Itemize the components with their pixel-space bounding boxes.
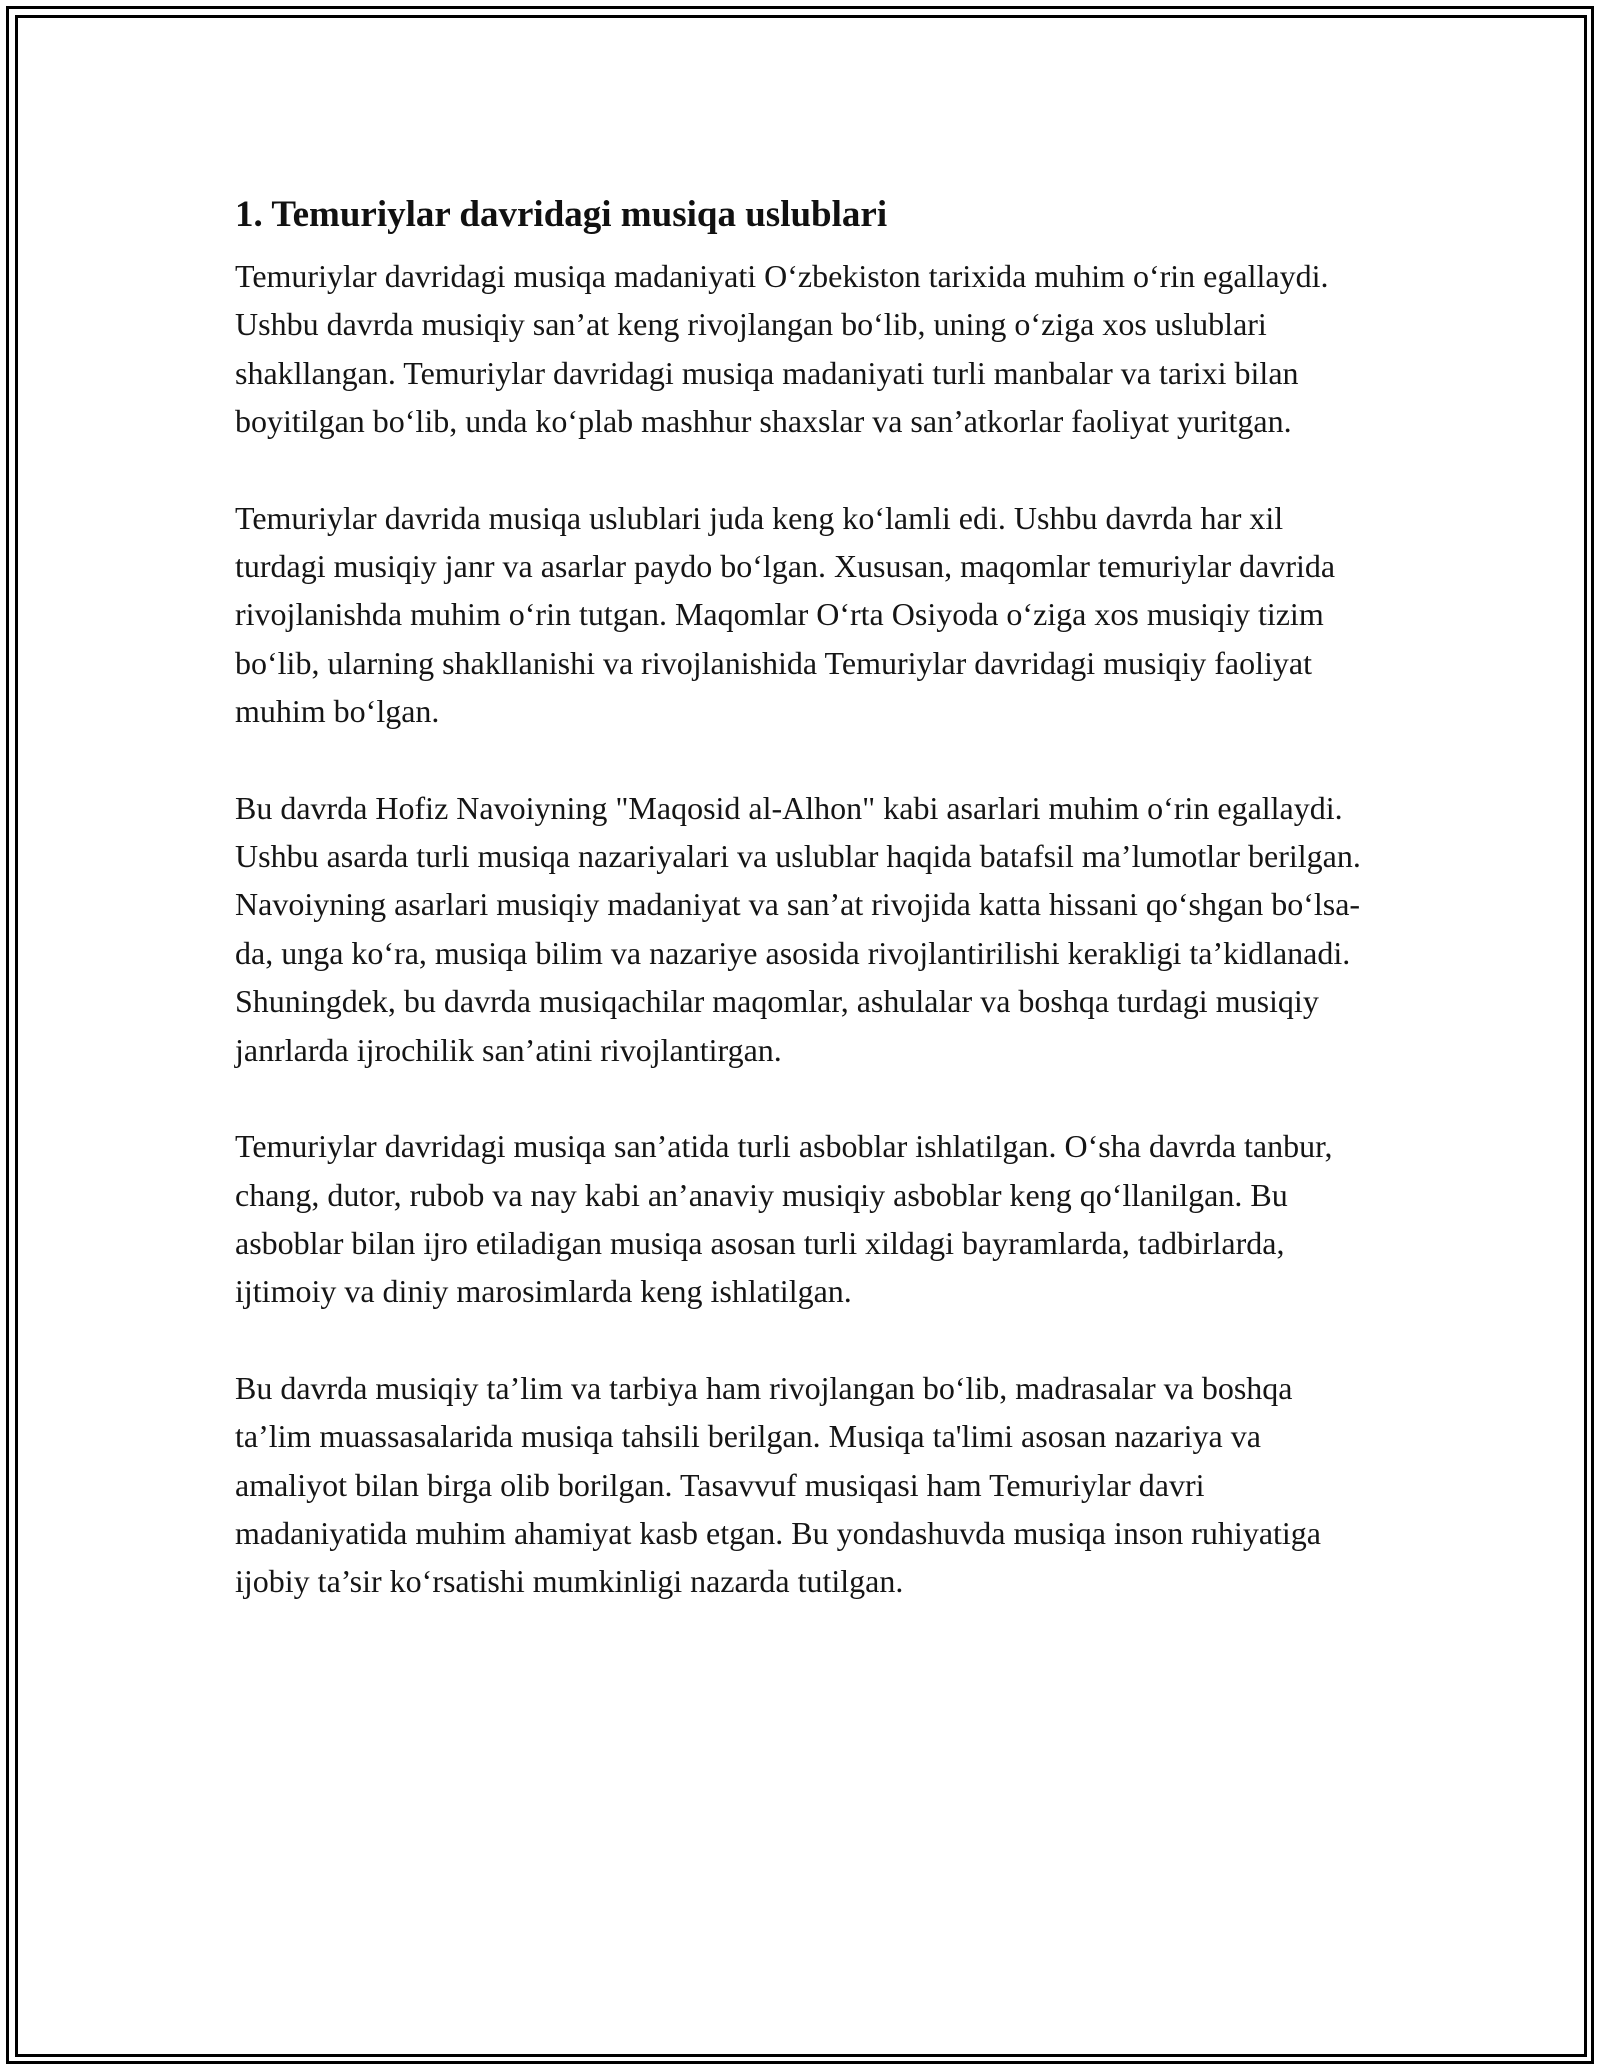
- document-body: [235, 186, 1365, 1654]
- paragraph-2: Temuriylar davrida musiqa uslublari juda keng ko‘lamli edi. Ushbu davrda har xil turdagi musiqiy janr va asarlar paydo bo‘lgan. Xususan, maqomlar temuriylar davrida rivojlanishda muhim o‘rin tutgan. Maqomlar O‘rta Osiyoda o‘ziga xos musiqiy tizim bo‘lib, ularning shakllanishi va rivojlanishida Temuriylar davridagi musiqiy faoliyat muhim bo‘lgan.: [235, 499, 1336, 730]
- paragraph-5: Bu davrda musiqiy ta’lim va tarbiya ham rivojlangan bo‘lib, madrasalar va boshqa ta’lim muassasalarida musiqa tahsili berilgan. Musiqa ta'limi asosan nazariya va amaliyot bilan birga olib borilgan. Tasavvuf musiqasi ham Temuriylar davri madaniyatida muhim ahamiyat kasb etgan. Bu yondashuvda musiqa inson ruhiyatiga ijobiy ta’sir ko‘rsatishi mumkinligi nazarda tutilgan.: [235, 1369, 1321, 1600]
- paragraph-4: Temuriylar davridagi musiqa san’atida turli asboblar ishlatilgan. O‘sha davrda tanbur, chang, dutor, rubob va nay kabi an’anaviy musiqiy asboblar keng qo‘llanilgan. Bu asboblar bilan ijro etiladigan musiqa asosan turli xildagi bayramlarda, tadbirlarda, ijtimoiy va diniy marosimlarda keng ishlatilgan.: [235, 1128, 1333, 1310]
- paragraph-3: Bu davrda Hofiz Navoiyning "Maqosid al-Alhon" kabi asarlari muhim o‘rin egallaydi. Ushbu asarda turli musiqa nazariyalari va uslublar haqida batafsil ma’lumotlar berilgan. Navoiyning asarlari musiqiy madaniyat va san’at rivojida katta hissani qo‘shgan bo‘lsa-da, unga ko‘ra, musiqa bilim va nazariye asosida rivojlantirilishi kerakligi ta’kidlanadi. Shuningdek, bu davrda musiqachilar maqomlar, ashulalar va boshqa turdagi musiqiy janrlarda ijrochilik san’atini rivojlantirgan.: [235, 789, 1361, 1068]
- paragraph-1: Temuriylar davridagi musiqa madaniyati O‘zbekiston tarixida muhim o‘rin egallaydi. Ushbu davrda musiqiy san’at keng rivojlangan bo‘lib, uning o‘ziga xos uslublari shakllangan. Temuriylar davridagi musiqa madaniyati turli manbalar va tarixi bilan boyitilgan bo‘lib, unda ko‘plab mashhur shaxslar va san’atkorlar faoliyat yuritgan.: [235, 258, 1329, 440]
- section-heading: 1. Temuriylar davridagi musiqa uslublari: [235, 194, 888, 235]
